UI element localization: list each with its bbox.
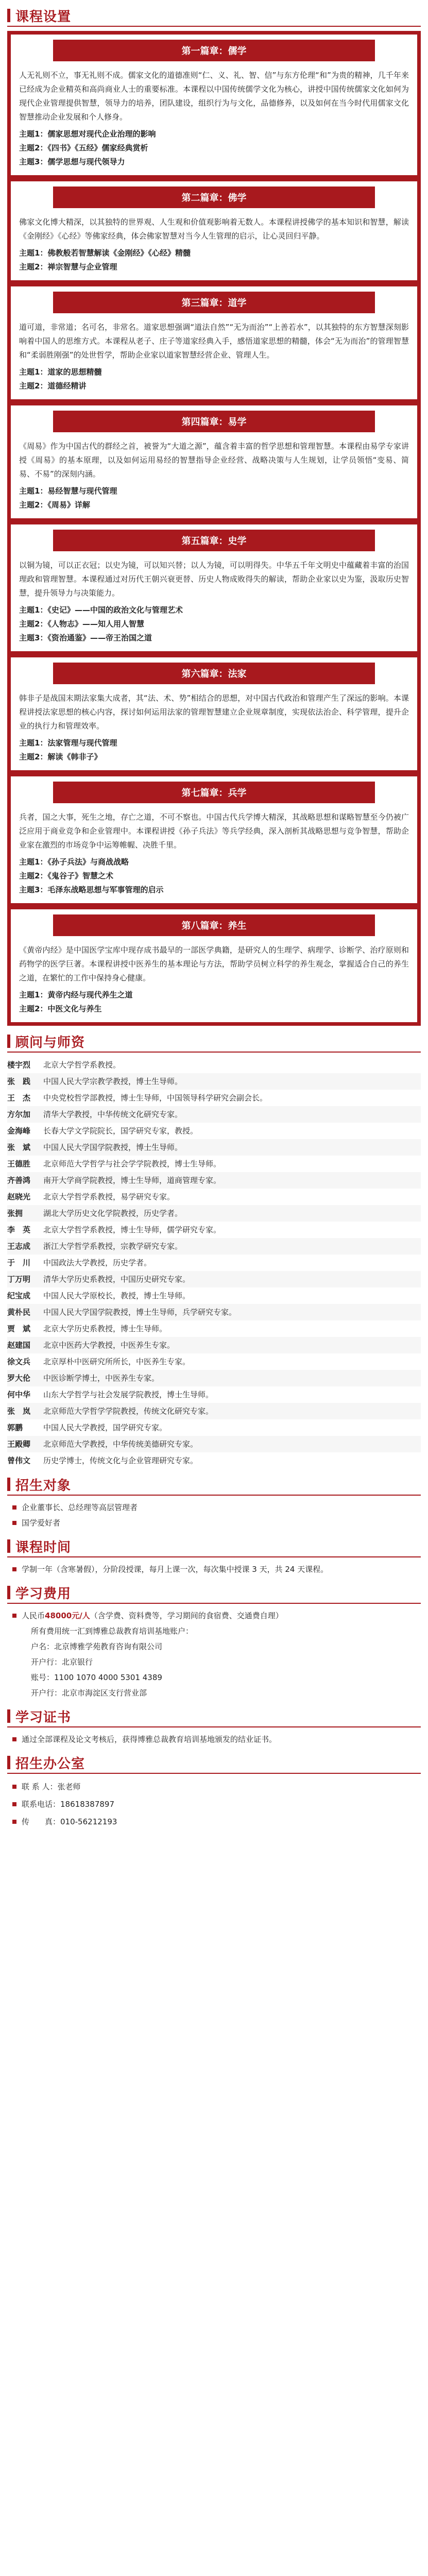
teacher-name: 张拥 [7,1209,23,1218]
cert-list [7,1732,421,1747]
phone-value[interactable]: 18618387897 [60,1800,114,1809]
teacher-row [7,1386,421,1403]
time-title: 课程时间 [15,1539,72,1555]
teacher-desc: 山东大学哲学与社会发展学院教授，博士生导师。 [43,1390,214,1399]
chapter-topic: 主题2：《四书》《五经》儒家经典赏析 [19,143,148,152]
contact-value: 张老师 [57,1782,81,1791]
teacher-row [7,1403,421,1419]
teachers-section [0,1031,428,1469]
teacher-row [7,1090,421,1106]
teacher-name: 王殿卿 [7,1439,31,1449]
teacher-desc: 中医诊断学博士，中医养生专家。 [43,1374,160,1383]
teacher-name: 王 杰 [7,1093,31,1103]
fee-account-name: 户名：北京博雅学苑教育咨询有限公司 [31,1642,163,1651]
chapter-topic: 主题2：《人物志》——知人用人智慧 [19,619,144,629]
chapter-title: 第七篇章：兵学 [52,781,376,804]
teacher-name: 纪宝成 [7,1291,31,1300]
teacher-row [7,1337,421,1353]
list-item [7,1500,421,1515]
teacher-name: 赵晓光 [7,1192,31,1201]
teacher-desc: 湖北大学历史文化学院教授，历史学者。 [43,1209,183,1218]
teachers-header [7,1031,421,1053]
header-bar [7,1539,10,1553]
teacher-name: 丁万明 [7,1275,31,1284]
teacher-name: 王志成 [7,1242,31,1251]
bullet-icon [12,1505,16,1510]
chapter-topic: 主题3：《资治通鉴》——帝王治国之道 [19,633,152,642]
chapter-title: 第四篇章：易学 [52,410,376,433]
teacher-name: 金海峰 [7,1126,31,1136]
fee-prefix: 人民币 [22,1611,45,1620]
fee-note: 所有费用统一汇到博雅总裁教育培训基地账户： [31,1626,194,1636]
teacher-desc: 南开大学商学院教授，博士生导师，道商管理专家。 [43,1176,221,1185]
teacher-row [7,1353,421,1370]
teacher-desc: 北京大学哲学系教授，易学研究专家。 [43,1192,175,1201]
chapter-intro: 佛家文化博大精深，以其独特的世界观、人生观和价值观影响着无数人。本课程讲授佛学的基本知识和智慧，解读《金刚经》《心经》等佛家经典，体会佛家智慧对当今人生管理的启示，让心灵回归平静。 [19,217,409,241]
time-section [0,1536,428,1577]
teacher-name: 齐善鸿 [7,1176,31,1185]
teacher-name: 张 践 [7,1077,31,1086]
cert-title: 学习证书 [15,1709,72,1725]
teachers-title: 顾问与师资 [15,1035,85,1050]
chapter-topic: 主题1：黄帝内经与现代养生之道 [19,990,133,999]
chapter-card [10,909,418,1023]
fee-amount-line [22,1608,283,1623]
teacher-name: 楼宇烈 [7,1060,31,1070]
teacher-row [7,1419,421,1436]
teacher-name: 李 英 [7,1225,31,1234]
teacher-row [7,1271,421,1287]
fee-amount: 48000元/人 [45,1611,90,1620]
chapter-title: 第五篇章：史学 [52,529,376,552]
audience-list [7,1500,421,1531]
chapter-topic: 主题1：易经智慧与现代管理 [19,486,117,496]
fee-amount-row [7,1608,421,1623]
cert-section [0,1706,428,1747]
cert-header [7,1706,421,1727]
teacher-desc: 中国人民大学宗教学教授，博士生导师。 [43,1077,183,1086]
header-bar [7,1035,10,1048]
chapter-topic: 主题2：禅宗智慧与企业管理 [19,262,117,272]
chapter-topic: 主题2：道德经精讲 [19,381,87,391]
chapter-topic: 主题1：道家的思想精髓 [19,367,102,377]
chapter-card [10,524,418,652]
list-item [7,1562,421,1577]
chapter-topic: 主题1：佛教般若智慧解读《金刚经》《心经》精髓 [19,248,191,258]
chapter-card [10,181,418,281]
chapter-title: 第八篇章：养生 [52,913,376,937]
chapter-intro: 兵者，国之大事，死生之地，存亡之道，不可不察也。中国古代兵学博大精深，其战略思想和谋略智慧至今仍被广泛应用于商业竞争和企业管理中。本课程讲授《孙子兵法》等兵学经典，深入剖析其战略思想与竞争智慧，帮助企业家在激烈的市场竞争中运筹帷幄、决胜千里。 [19,812,409,850]
chapter-topic: 主题2：中医文化与养生 [19,1004,102,1013]
teacher-name: 曾伟文 [7,1456,31,1465]
teacher-desc: 北京师范大学教授，中华传统美德研究专家。 [43,1439,198,1449]
chapter-intro: 以铜为镜，可以正衣冠；以史为镜，可以知兴替；以人为镜，可以明得失。中华五千年文明史中蕴藏着丰富的治国理政和管理智慧。本课程通过对历代王朝兴衰更替、历史人物成败得失的解读，帮助企业家以史为鉴，汲取历史智慧，提升领导力与决策能力。 [19,561,409,598]
fax-value: 010-56212193 [60,1817,117,1826]
teacher-name: 赵建国 [7,1341,31,1350]
office-header [7,1752,421,1774]
teacher-desc: 北京师范大学哲学学院教授，传统文化研究专家。 [43,1406,214,1416]
chapter-topic: 主题1：《史记》——中国的政治文化与管理艺术 [19,605,183,615]
teacher-row [7,1238,421,1255]
bullet-icon [12,1521,16,1525]
teacher-desc: 清华大学教授，中华传统文化研究专家。 [43,1110,183,1119]
teacher-row [7,1123,421,1139]
audience-item: 企业董事长、总经理等高层管理者 [22,1503,138,1512]
bullet-icon [12,1614,16,1618]
chapter-card [10,286,418,400]
teacher-name: 于 川 [7,1258,31,1267]
teacher-name: 何中华 [7,1390,31,1399]
teacher-row [7,1320,421,1337]
chapter-topic: 主题1：儒家思想对现代企业治理的影响 [19,129,156,139]
chapter-title: 第一篇章：儒学 [52,39,376,62]
chapter-topic: 主题3：毛泽东战略思想与军事管理的启示 [19,885,164,894]
courses-title: 课程设置 [15,9,72,25]
teacher-row [7,1106,421,1123]
chapter-card [10,776,418,904]
bullet-icon [12,1785,16,1789]
teacher-desc: 中国政法大学教授，历史学者。 [43,1258,152,1267]
chapter-title: 第六篇章：法家 [52,662,376,685]
contact-block [7,1778,421,1831]
courses-section [0,5,428,1026]
teacher-name: 贾 斌 [7,1324,31,1333]
chapters-container [7,31,421,1026]
teacher-list [7,1057,421,1469]
teacher-row [7,1222,421,1238]
bullet-icon [12,1820,16,1824]
teacher-name: 徐文兵 [7,1357,31,1366]
audience-item: 国学爱好者 [22,1518,61,1528]
teacher-row [7,1287,421,1304]
chapter-card [10,34,418,176]
chapter-card [10,405,418,519]
teacher-row [7,1436,421,1452]
teacher-desc: 北京厚朴中医研究所所长，中医养生专家。 [43,1357,191,1366]
teacher-desc: 北京大学历史系教授，博士生导师。 [43,1324,167,1333]
chapter-intro: 道可道，非常道；名可名，非常名。道家思想强调“道法自然”“无为而治”“上善若水”，以其独特的东方智慧深刻影响着中国人的思维方式。本课程从老子、庄子等道家经典入手，感悟道家思想的精髓，体会“无为而治”的管理智慧和“柔弱胜刚强”的处世哲学，帮助企业家以道家智慧经营企业、管理人生。 [19,323,409,360]
audience-header [7,1474,421,1496]
chapter-title: 第二篇章：佛学 [52,185,376,209]
chapter-topic: 主题2：《周易》详解 [19,500,90,510]
time-header [7,1536,421,1557]
teacher-row [7,1370,421,1386]
contact-label: 联 系 人： [22,1782,58,1791]
chapter-topic: 主题1：法家管理与现代管理 [19,738,117,748]
teacher-desc: 中国人民大学国学院教授，博士生导师，兵学研究专家。 [43,1308,237,1317]
teacher-row [7,1452,421,1469]
time-list [7,1562,421,1577]
header-bar [7,1756,10,1769]
cert-item: 通过全部课程及论文考核后，获得博雅总裁教育培训基地颁发的结业证书。 [22,1735,277,1744]
fee-bank-branch: 开户行：北京市海淀区支行营业部 [31,1688,147,1698]
teacher-row [7,1205,421,1222]
teacher-desc: 北京大学哲学系教授，博士生导师，儒学研究专家。 [43,1225,221,1234]
audience-title: 招生对象 [15,1478,72,1494]
chapter-intro: 人无礼则不立，事无礼则不成。儒家文化的道德准则“仁、义、礼、智、信”与东方伦理“和”为贵的精神，几千年来已经成为企业精英和高尚商业人士的重要标准。本课程以中国传统儒学文化为核心，讲授中国传统儒家文化如何为现代企业管理提供智慧，领导力的培养，团队建设，组织行为与文化，品德修养，以及如何在当今时代用儒家文化智慧推动企业发展和个人修身。 [19,71,409,122]
phone-row [7,1795,421,1813]
teacher-desc: 浙江大学哲学系教授，宗教学研究专家。 [43,1242,183,1251]
teacher-name: 郭鹏 [7,1423,23,1432]
teacher-name: 罗大伦 [7,1374,31,1383]
fax-label: 传 真： [22,1817,61,1826]
chapter-intro: 《黄帝内经》是中国医学宝库中现存成书最早的一部医学典籍，是研究人的生理学、病理学、诊断学、治疗原则和药物学的医学巨著。本课程讲授中医养生的基本理论与方法，帮助学员树立科学的养生观念，掌握适合自己的养生之道，在繁忙的工作中保持身心健康。 [19,945,409,982]
chapter-topic: 主题3：儒学思想与现代领导力 [19,157,125,166]
teacher-row [7,1172,421,1189]
office-title: 招生办公室 [15,1756,85,1772]
teacher-name: 王德胜 [7,1159,31,1168]
teacher-desc: 北京师范大学哲学与社会学学院教授，博士生导师。 [43,1159,221,1168]
header-bar [7,1709,10,1723]
courses-header [7,5,421,27]
teacher-name: 方尔加 [7,1110,31,1119]
fax-row [7,1813,421,1831]
teacher-desc: 中国人民大学原校长，教授，博士生导师。 [43,1291,191,1300]
teacher-name: 张 斌 [7,1143,31,1152]
list-item [7,1732,421,1747]
teacher-row [7,1255,421,1271]
fee-bank: 开户行：北京银行 [31,1657,93,1667]
teacher-row [7,1304,421,1320]
teacher-desc: 历史学博士，传统文化与企业管理研究专家。 [43,1456,198,1465]
fee-title: 学习费用 [15,1586,72,1602]
fee-account-no: 账号：1100 1070 4000 5301 4389 [31,1673,162,1682]
chapter-intro: 《周易》作为中国古代的群经之首，被誉为“大道之源”，蕴含着丰富的哲学思想和管理智慧。本课程由易学专家讲授《周易》的基本原理，以及如何运用易经的智慧指导企业经营、战略决策与人生规划，让学员领悟“变易、简易、不易”的深刻内涵。 [19,442,409,479]
fee-suffix: （含学费、资料费等，学习期间的食宿费、交通费自理） [90,1611,283,1620]
audience-section [0,1474,428,1531]
teacher-desc: 长春大学文学院院长，国学研究专家，教授。 [43,1126,198,1136]
teacher-desc: 中央党校哲学部教授，博士生导师，中国领导科学研究会副会长。 [43,1093,268,1103]
teacher-desc: 清华大学历史系教授，中国历史研究专家。 [43,1275,191,1284]
teacher-row [7,1156,421,1172]
bullet-icon [12,1567,16,1571]
teacher-row [7,1139,421,1156]
chapter-card [10,657,418,771]
header-bar [7,1586,10,1599]
teacher-name: 张 岚 [7,1406,31,1416]
chapter-topic: 主题1：《孙子兵法》与商战战略 [19,857,129,867]
bullet-icon [12,1802,16,1806]
list-item [7,1515,421,1531]
teacher-name: 黄朴民 [7,1308,31,1317]
fee-block [7,1608,421,1701]
teacher-row [7,1073,421,1090]
chapter-title: 第三篇章：道学 [52,291,376,314]
chapter-topic: 主题2：《鬼谷子》智慧之术 [19,871,113,880]
teacher-desc: 中国人民大学国学院教授，博士生导师。 [43,1143,183,1152]
teacher-row [7,1057,421,1073]
chapter-intro: 韩非子是战国末期法家集大成者，其“法、术、势”相结合的思想，对中国古代政治和管理产生了深远的影响。本课程讲授法家思想的核心内容，探讨如何运用法家的管理智慧建立企业规章制度，实现依法治企、科学管理，提升企业的执行力和管理效率。 [19,693,409,731]
contact-row [7,1778,421,1795]
teacher-desc: 中国人民大学教授，国学研究专家。 [43,1423,167,1432]
bullet-icon [12,1737,16,1741]
header-bar [7,9,10,22]
office-section [0,1752,428,1831]
time-item: 学制一年（含寒暑假），分阶段授课，每月上课一次，每次集中授课 3 天，共 24 天课程。 [22,1565,329,1574]
fee-section [0,1582,428,1701]
teacher-desc: 北京大学哲学系教授。 [43,1060,121,1070]
header-bar [7,1478,10,1491]
fee-header [7,1582,421,1604]
teacher-row [7,1189,421,1205]
phone-label: 联系电话： [22,1800,61,1809]
teacher-desc: 北京中医药大学教授，中医养生专家。 [43,1341,175,1350]
chapter-topic: 主题2：解读《韩非子》 [19,752,102,761]
